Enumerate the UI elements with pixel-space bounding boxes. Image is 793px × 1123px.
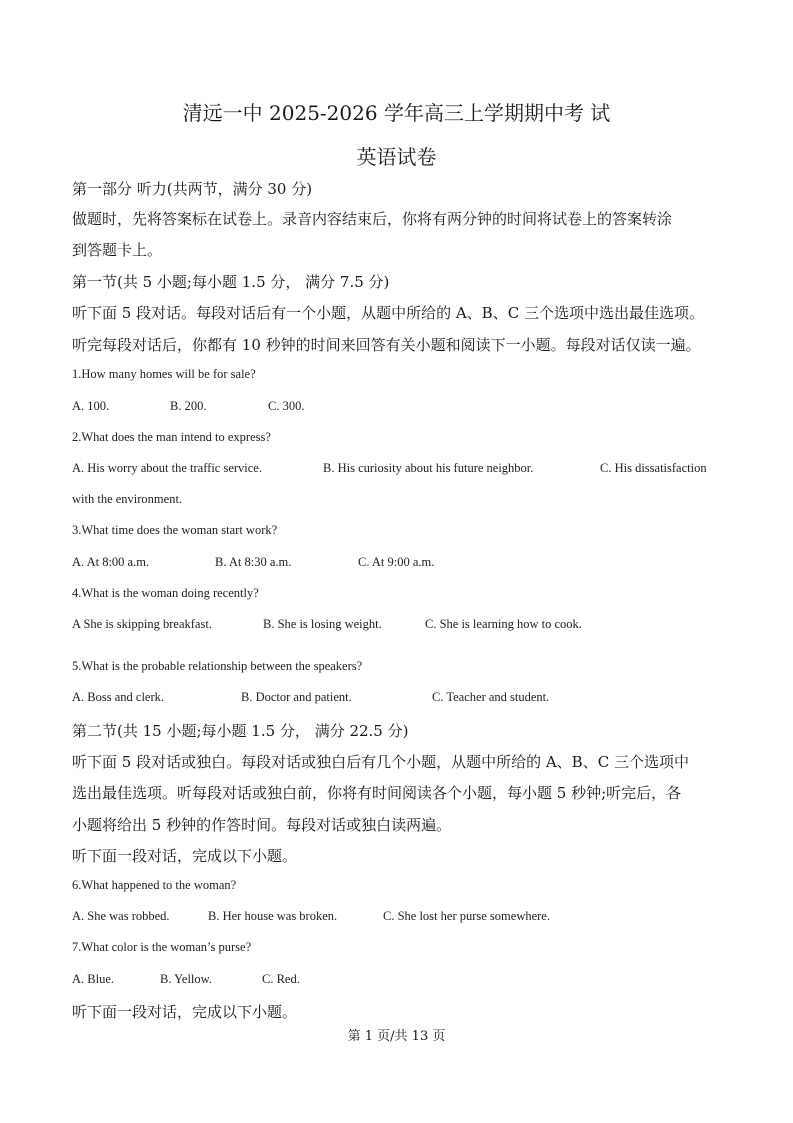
section2-heading: 第二节(共 15 小题;每小题 1.5 分， 满分 22.5 分): [72, 722, 409, 740]
listen-instruction-2: 听下面一段对话，完成以下小题。: [72, 1003, 298, 1021]
listen-instruction-1: 听下面一段对话，完成以下小题。: [72, 847, 298, 865]
section2-instruction-line3: 小题将给出 5 秒钟的作答时间。每段对话或独白读两遍。: [72, 816, 452, 834]
exam-title: 清远一中 2025-2026 学年高三上学期期中考 试: [182, 101, 611, 125]
q5-option-b: B. Doctor and patient.: [241, 690, 352, 704]
section1-instruction-line2: 听完每段对话后，你都有 10 秒钟的时间来回答有关小题和阅读下一小题。每段对话仅读一遍。: [72, 336, 701, 354]
q7-option-c: C. Red.: [262, 972, 300, 986]
section2-instruction-line1: 听下面 5 段对话或独白。每段对话或独白后有几个小题，从题中所给的 A、B、C 三个选项中: [72, 753, 689, 771]
part1-instruction-line2: 到答题卡上。: [72, 241, 163, 259]
page-footer: 第 1 页/共 13 页: [347, 1029, 446, 1044]
q6-option-c: C. She lost her purse somewhere.: [383, 909, 550, 923]
question-5: 5.What is the probable relationship between the speakers?: [72, 659, 363, 673]
question-6: 6.What happened to the woman?: [72, 878, 237, 892]
q2-option-a: A. His worry about the traffic service.: [72, 461, 262, 475]
q2-option-c: C. His dissatisfaction: [600, 461, 707, 475]
q2-option-b: B. His curiosity about his future neighbor.: [323, 461, 534, 475]
part1-heading: 第一部分 听力(共两节，满分 30 分): [72, 180, 313, 198]
section1-instruction-line1: 听下面 5 段对话。每段对话后有一个小题，从题中所给的 A、B、C 三个选项中选出最佳选项。: [72, 304, 704, 322]
q3-option-c: C. At 9:00 a.m.: [358, 555, 435, 569]
section1-heading: 第一节(共 5 小题;每小题 1.5 分， 满分 7.5 分): [72, 273, 390, 291]
exam-subtitle: 英语试卷: [356, 145, 437, 169]
q5-option-a: A. Boss and clerk.: [72, 690, 164, 704]
q2-option-c-continued: with the environment.: [72, 492, 183, 506]
question-1: 1.How many homes will be for sale?: [72, 367, 256, 381]
q6-option-b: B. Her house was broken.: [208, 909, 338, 923]
q1-option-b: B. 200.: [170, 399, 207, 413]
question-2: 2.What does the man intend to express?: [72, 430, 271, 444]
part1-instruction-line1: 做题时，先将答案标在试卷上。录音内容结束后，你将有两分钟的时间将试卷上的答案转涂: [72, 210, 673, 228]
question-7: 7.What color is the woman’s purse?: [72, 940, 252, 954]
q5-option-c: C. Teacher and student.: [432, 690, 550, 704]
q1-option-a: A. 100.: [72, 399, 110, 413]
q3-option-b: B. At 8:30 a.m.: [215, 555, 292, 569]
q6-option-a: A. She was robbed.: [72, 909, 170, 923]
q4-option-a: A She is skipping breakfast.: [72, 617, 212, 631]
q3-option-a: A. At 8:00 a.m.: [72, 555, 150, 569]
question-4: 4.What is the woman doing recently?: [72, 586, 259, 600]
q4-option-b: B. She is losing weight.: [263, 617, 382, 631]
section2-instruction-line2: 选出最佳选项。听每段对话或独白前，你将有时间阅读各个小题，每小题 5 秒钟;听完后，各: [72, 784, 682, 802]
q7-option-a: A. Blue.: [72, 972, 115, 986]
question-3: 3.What time does the woman start work?: [72, 523, 278, 537]
q7-option-b: B. Yellow.: [160, 972, 212, 986]
q4-option-c: C. She is learning how to cook.: [425, 617, 582, 631]
q1-option-c: C. 300.: [268, 399, 305, 413]
